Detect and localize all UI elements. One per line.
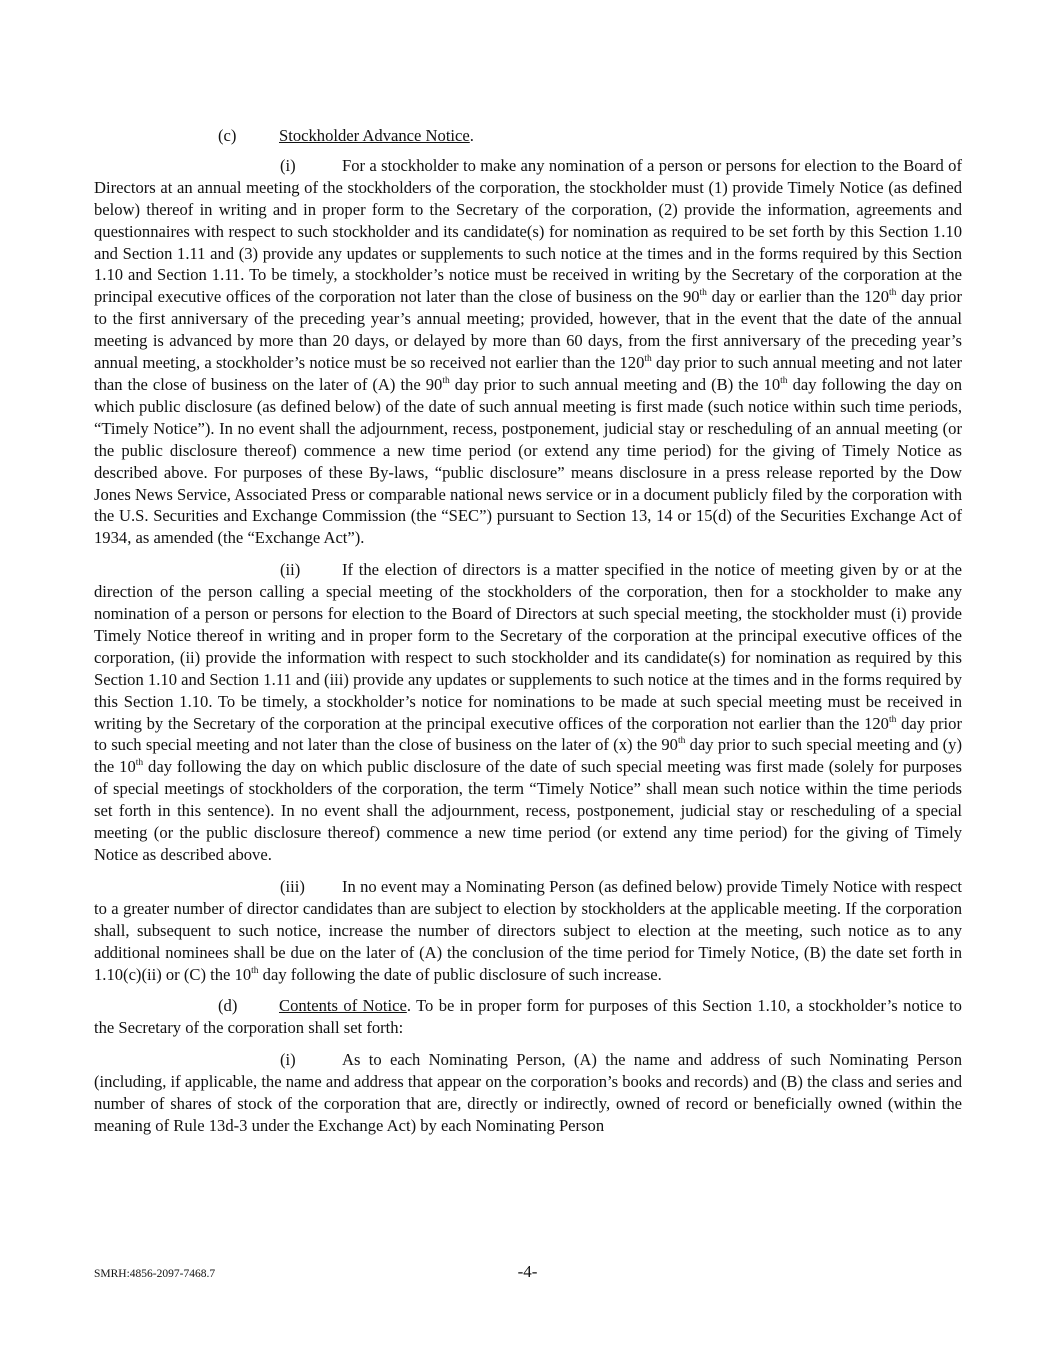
paragraph-d: (d) Contents of Notice. To be in proper form for purposes of this Section 1.10, a stockholder’s notice to the Secretary of the corporation shall set forth:: [94, 996, 962, 1038]
paragraph-c-iii-label: (iii): [280, 876, 305, 896]
paragraph-d-i-label: (i): [280, 1050, 296, 1070]
section-d-title: Contents of Notice: [279, 996, 407, 1016]
section-c-label: (c): [218, 126, 237, 145]
document-page: [94, 125, 962, 1147]
paragraph-c-ii: (ii) If the election of directors is a matter specified in the notice of meeting given by or at the direction of the person calling a special meeting of the stockholders of the corporation, then for a stockholder to make any nomination of a person or persons for election to the Board of Directors at such special meeting, the stockholder must (i) provide Timely Notice thereof in writing and in proper form to the Secretary of the corporation at the principal executive offices of the corporation, (ii) provide the information with respect to such stockholder and its candidate(s) for nomination as required by this Section 1.10 and Section 1.11 and (iii) provide any updates or supplements to such notice at the times and in the forms required by this Section 1.10. To be timely, a stockholder’s notice for nominations to be made at such special meeting must be received in writing by the Secretary of the corporation at the principal executive offices of the corporation not earlier than the 120th day prior to such special meeting and not later than the close of business on the later of (x) the 90th day prior to such special meeting and (y) the 10th day following the day on which public disclosure of the date of such special meeting was first made (solely for purposes of special meetings of stockholders of the corporation, the term “Timely Notice” shall mean such notice within the time periods set forth in this sentence). In no event shall the adjournment, recess, postponement, judicial stay or rescheduling of a special meeting (or the public disclosure thereof) commence a new time period (or extend any time period) for the giving of Timely Notice as described above.: [94, 560, 962, 864]
paragraph-d-i: (i) As to each Nominating Person, (A) the name and address of such Nominating Person (including, if applicable, the name and address that appear on the corporation’s books and records) and (B) the class and series and number of shares of stock of the corporation that are, directly or indirectly, owned of record or beneficially owned (within the meaning of Rule 13d-3 under the Exchange Act) by each Nominating Person: [94, 1050, 962, 1135]
paragraph-c-i-label: (i): [280, 155, 296, 175]
paragraph-c-ii-label: (ii): [280, 560, 301, 580]
paragraph-c-i: (i) For a stockholder to make any nomination of a person or persons for election to the Board of Directors at an annual meeting of the stockholders of the corporation, the stockholder must (1) provide Timely Notice (as defined below) thereof in writing and in proper form to the Secretary of the corporation, (2) provide the information, agreements and questionnaires with respect to such stockholder and its candidate(s) for nomination as required to be set forth by this Section 1.10 and Section 1.11 and (3) provide any updates or supplements to such notice at the times and in the forms required by this Section 1.10 and Section 1.11. To be timely, a stockholder’s notice must be received in writing by the Secretary of the corporation at the principal executive offices of the corporation not later than the close of business on the 90th day or earlier than the 120th day prior to the first anniversary of the preceding year’s annual meeting; provided, however, that in the event that the date of the annual meeting is advanced by more than 20 days, or delayed by more than 60 days, from the first anniversary of the preceding year’s annual meeting, a stockholder’s notice must be so received not earlier than the 120th day prior to such annual meeting and not later than the close of business on the later of (A) the 90th day prior to such annual meeting and (B) the 10th day following the day on which public disclosure (as defined below) of the date of such annual meeting is first made (such notice within such time periods, “Timely Notice”). In no event shall the adjournment, recess, postponement, judicial stay or rescheduling of an annual meeting (or the public disclosure thereof) commence a new time period (or extend any time period) for the giving of Timely Notice as described above. For purposes of these By-laws, “public disclosure” means disclosure in a press release reported by the Dow Jones News Service, Associated Press or comparable national news service or in a document publicly filed by the corporation with the U.S. Securities and Exchange Commission (the “SEC”) pursuant to Section 13, 14 or 15(d) of the Securities Exchange Act of 1934, as amended (the “Exchange Act”).: [94, 155, 962, 548]
section-c-heading: [94, 125, 962, 147]
footer-document-id: SMRH:4856-2097-7468.7: [94, 1268, 216, 1280]
section-c-title: Stockholder Advance Notice: [279, 126, 470, 145]
footer-page-number: -4-: [517, 1262, 538, 1281]
paragraph-c-iii: (iii) In no event may a Nominating Person (as defined below) provide Timely Notice with respect to a greater number of director candidates than are subject to election by stockholders at the applicable meeting. If the corporation shall, subsequent to such notice, increase the number of directors subject to election at the meeting, such notice as to any additional nominees shall be due on the later of (A) the conclusion of the time period for Timely Notice, (B) the date set forth in 1.10(c)(ii) or (C) the 10th day following the date of public disclosure of such increase.: [94, 876, 962, 984]
section-d-label: (d): [218, 996, 238, 1016]
section-c-title-end: .: [469, 126, 474, 145]
